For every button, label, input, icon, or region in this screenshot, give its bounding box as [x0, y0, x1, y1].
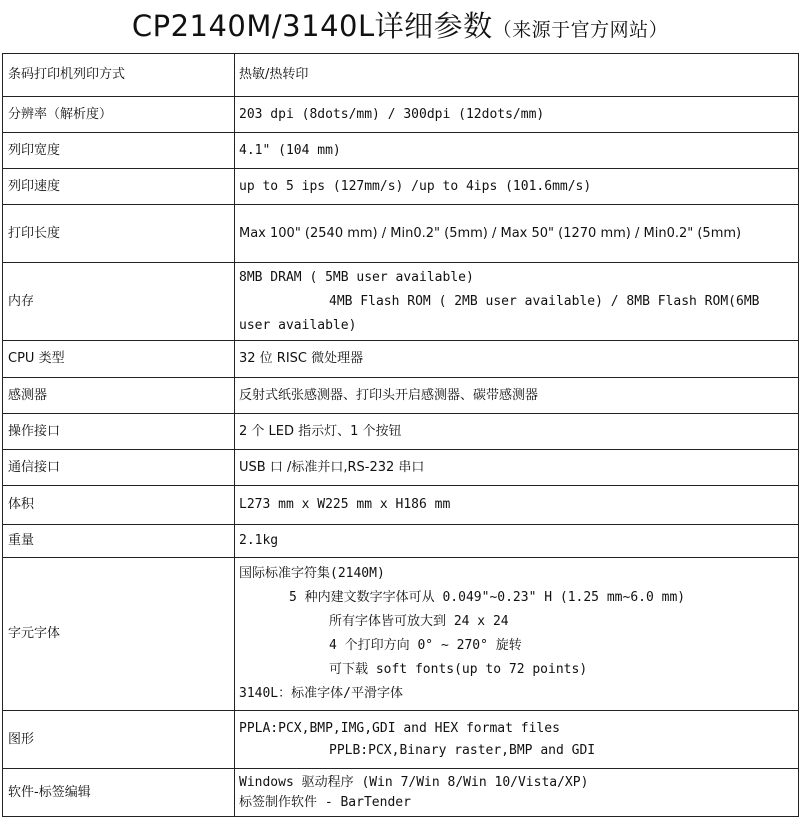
- value-line: 国际标准字符集(2140M): [239, 566, 385, 581]
- row-label: 重量: [3, 525, 235, 558]
- row-value: [235, 169, 799, 205]
- value-line: Windows 驱动程序 (Win 7/Win 8/Win 10/Vista/XP): [239, 774, 589, 790]
- table-row: [3, 769, 799, 817]
- table-row: [3, 558, 799, 711]
- row-value: [235, 263, 799, 341]
- row-label: 图形: [3, 711, 235, 769]
- row-value: [235, 769, 799, 817]
- table-row: [3, 525, 799, 558]
- value-line: 3140L：标准字体/平滑字体: [239, 686, 403, 701]
- title-main: CP2140M/3140L详细参数: [131, 9, 493, 43]
- table-row: [3, 205, 799, 263]
- value-line: 热敏/热转印: [239, 67, 309, 82]
- value-line: 203 dpi (8dots/mm) / 300dpi (12dots/mm): [239, 106, 545, 122]
- table-row: [3, 97, 799, 133]
- value-line: 8MB DRAM ( 5MB user available): [239, 269, 474, 285]
- row-label: 通信接口: [3, 450, 235, 486]
- row-value: [235, 450, 799, 486]
- row-label: 操作接口: [3, 414, 235, 450]
- row-value: [235, 414, 799, 450]
- row-label: 列印速度: [3, 169, 235, 205]
- row-label: 体积: [3, 486, 235, 525]
- row-value: [235, 133, 799, 169]
- spec-table: [2, 53, 799, 817]
- row-value: [235, 378, 799, 414]
- value-line: up to 5 ips (127mm/s) /up to 4ips (101.6mm/s): [239, 178, 592, 194]
- table-row: [3, 169, 799, 205]
- page-title: [132, 9, 668, 43]
- row-label: 列印宽度: [3, 133, 235, 169]
- row-label: 内存: [3, 263, 235, 341]
- row-label: 字元字体: [3, 558, 235, 711]
- row-value: [235, 486, 799, 525]
- value-line: 32 位 RISC 微处理器: [239, 351, 364, 366]
- row-label: 感测器: [3, 378, 235, 414]
- value-line: 4MB Flash ROM ( 2MB user available) / 8MB Flash ROM(6MB user available): [239, 293, 760, 333]
- row-label: 条码打印机列印方式: [3, 54, 235, 97]
- row-value: [235, 558, 799, 711]
- row-value: [235, 54, 799, 97]
- table-row: [3, 263, 799, 341]
- table-row: [3, 486, 799, 525]
- row-label: 分辨率（解析度）: [3, 97, 235, 133]
- value-line: 反射式纸张感测器、打印头开启感测器、碳带感测器: [239, 387, 539, 403]
- value-line: 2 个 LED 指示灯、1 个按钮: [239, 423, 402, 439]
- table-row: [3, 711, 799, 769]
- value-line: PPLB:PCX,Binary raster,BMP and GDI: [329, 742, 596, 758]
- value-line: Max 100" (2540 mm) / Min0.2" (5mm) / Max 50" (1270 mm) / Min0.2" (5mm): [239, 225, 742, 241]
- row-value: [235, 525, 799, 558]
- value-line: 4.1" (104 mm): [239, 142, 341, 158]
- row-value: [235, 97, 799, 133]
- table-row: [3, 378, 799, 414]
- row-value: [235, 711, 799, 769]
- value-line: 5 种内建文数字字体可从 0.049"~0.23" H (1.25 mm~6.0 mm): [289, 590, 686, 605]
- value-line: 标签制作软件 - BarTender: [239, 794, 411, 810]
- row-label: CPU 类型: [3, 341, 235, 378]
- value-line: 可下载 soft fonts(up to 72 points): [329, 662, 588, 677]
- value-line: USB 口 /标准并口,RS-232 串口: [239, 459, 425, 475]
- value-line: 2.1kg: [239, 533, 279, 548]
- table-row: [3, 450, 799, 486]
- table-row: [3, 54, 799, 97]
- value-line: 4 个打印方向 0° ~ 270° 旋转: [329, 638, 522, 653]
- table-row: [3, 133, 799, 169]
- value-line: 所有字体皆可放大到 24 x 24: [329, 614, 509, 629]
- table-row: [3, 414, 799, 450]
- row-label: 打印长度: [3, 205, 235, 263]
- value-line: L273 mm x W225 mm x H186 mm: [239, 497, 451, 512]
- row-label: 软件-标签编辑: [3, 769, 235, 817]
- title-source: （来源于官方网站）: [492, 19, 669, 41]
- row-value: [235, 341, 799, 378]
- value-line: PPLA:PCX,BMP,IMG,GDI and HEX format files: [239, 720, 560, 736]
- table-row: [3, 341, 799, 378]
- row-value: [235, 205, 799, 263]
- title-area: [0, 0, 800, 52]
